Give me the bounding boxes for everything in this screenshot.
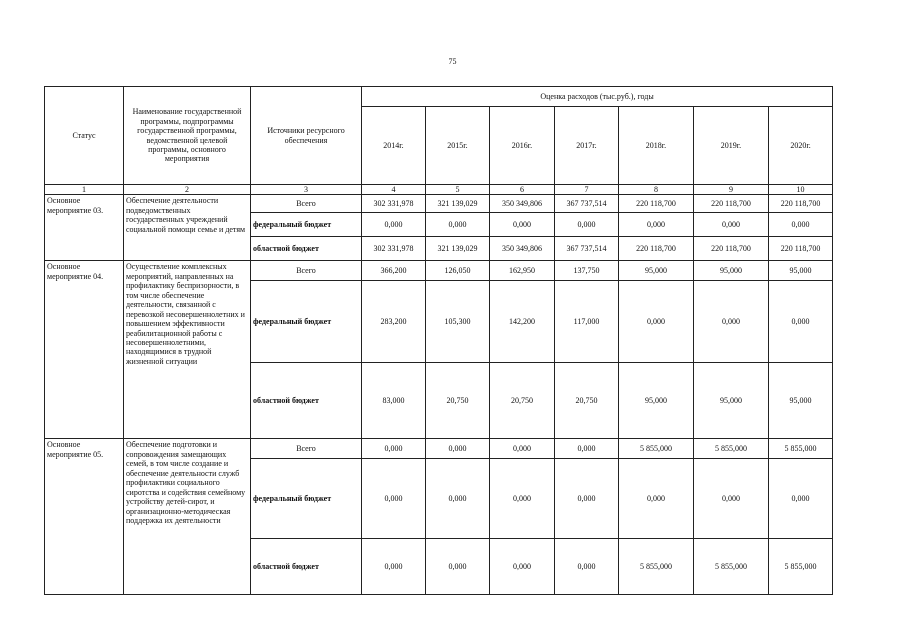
header-source: Источники ресурсного обеспечения bbox=[251, 87, 362, 185]
column-number: 2 bbox=[124, 185, 251, 195]
value-cell: 20,750 bbox=[555, 363, 619, 439]
value-cell: 142,200 bbox=[490, 281, 555, 363]
column-number: 7 bbox=[555, 185, 619, 195]
value-cell: 95,000 bbox=[619, 363, 694, 439]
column-number: 10 bbox=[769, 185, 833, 195]
value-cell: 0,000 bbox=[362, 439, 426, 459]
value-cell: 0,000 bbox=[769, 281, 833, 363]
value-cell: 0,000 bbox=[619, 213, 694, 237]
source-cell: областной бюджет bbox=[251, 237, 362, 261]
value-cell: 302 331,978 bbox=[362, 237, 426, 261]
value-cell: 0,000 bbox=[426, 539, 490, 595]
header-year: 2020г. bbox=[769, 107, 833, 185]
value-cell: 5 855,000 bbox=[694, 539, 769, 595]
column-number: 4 bbox=[362, 185, 426, 195]
value-cell: 0,000 bbox=[619, 281, 694, 363]
header-year: 2014г. bbox=[362, 107, 426, 185]
value-cell: 5 855,000 bbox=[694, 439, 769, 459]
header-estimate: Оценка расходов (тыс.руб.), годы bbox=[362, 87, 833, 107]
value-cell: 321 139,029 bbox=[426, 237, 490, 261]
value-cell: 220 118,700 bbox=[769, 237, 833, 261]
value-cell: 0,000 bbox=[490, 213, 555, 237]
program-name-cell: Обеспечение подготовки и сопровождения замещающих семей, в том числе создание и обеспечение деятельности служб профилактики социального сиротства и содействия семейному устройству детей-сирот, и организационно-методическая поддержка их деятельности bbox=[124, 439, 251, 595]
value-cell: 83,000 bbox=[362, 363, 426, 439]
source-cell: федеральный бюджет bbox=[251, 459, 362, 539]
value-cell: 95,000 bbox=[694, 363, 769, 439]
table-row bbox=[45, 195, 833, 213]
table-row bbox=[45, 261, 833, 281]
budget-table bbox=[44, 86, 833, 595]
header-year: 2017г. bbox=[555, 107, 619, 185]
value-cell: 350 349,806 bbox=[490, 195, 555, 213]
source-cell: Всего bbox=[251, 439, 362, 459]
value-cell: 0,000 bbox=[426, 213, 490, 237]
value-cell: 0,000 bbox=[769, 213, 833, 237]
table-body bbox=[45, 87, 833, 595]
value-cell: 5 855,000 bbox=[769, 439, 833, 459]
value-cell: 366,200 bbox=[362, 261, 426, 281]
value-cell: 283,200 bbox=[362, 281, 426, 363]
value-cell: 220 118,700 bbox=[769, 195, 833, 213]
column-number: 1 bbox=[45, 185, 124, 195]
value-cell: 20,750 bbox=[490, 363, 555, 439]
column-number-row bbox=[45, 185, 833, 195]
value-cell: 367 737,514 bbox=[555, 237, 619, 261]
page-number: 75 bbox=[448, 57, 457, 66]
value-cell: 0,000 bbox=[490, 439, 555, 459]
value-cell: 220 118,700 bbox=[619, 195, 694, 213]
value-cell: 220 118,700 bbox=[694, 237, 769, 261]
status-cell: Основное мероприятие 04. bbox=[45, 261, 124, 439]
source-cell: Всего bbox=[251, 195, 362, 213]
value-cell: 5 855,000 bbox=[619, 539, 694, 595]
value-cell: 321 139,029 bbox=[426, 195, 490, 213]
header-status: Статус bbox=[45, 87, 124, 185]
value-cell: 0,000 bbox=[490, 539, 555, 595]
value-cell: 350 349,806 bbox=[490, 237, 555, 261]
program-name-cell: Осуществление комплексных мероприятий, направленных на профилактику беспризорности, в том числе обеспечение деятельности, связанной с перевозкой несовершеннолетних и повышением эффективности реабилитационной работы с несовершеннолетними, находящимися в трудной жизненной ситуации bbox=[124, 261, 251, 439]
value-cell: 105,300 bbox=[426, 281, 490, 363]
column-number: 3 bbox=[251, 185, 362, 195]
value-cell: 5 855,000 bbox=[769, 539, 833, 595]
source-cell: областной бюджет bbox=[251, 363, 362, 439]
column-number: 6 bbox=[490, 185, 555, 195]
status-cell: Основное мероприятие 05. bbox=[45, 439, 124, 595]
value-cell: 0,000 bbox=[362, 213, 426, 237]
value-cell: 5 855,000 bbox=[619, 439, 694, 459]
value-cell: 220 118,700 bbox=[619, 237, 694, 261]
source-cell: Всего bbox=[251, 261, 362, 281]
value-cell: 0,000 bbox=[694, 459, 769, 539]
value-cell: 0,000 bbox=[490, 459, 555, 539]
value-cell: 0,000 bbox=[619, 459, 694, 539]
value-cell: 220 118,700 bbox=[694, 195, 769, 213]
source-cell: федеральный бюджет bbox=[251, 213, 362, 237]
header-year: 2016г. bbox=[490, 107, 555, 185]
value-cell: 20,750 bbox=[426, 363, 490, 439]
header-year: 2015г. bbox=[426, 107, 490, 185]
column-number: 8 bbox=[619, 185, 694, 195]
value-cell: 95,000 bbox=[694, 261, 769, 281]
value-cell: 117,000 bbox=[555, 281, 619, 363]
value-cell: 302 331,978 bbox=[362, 195, 426, 213]
value-cell: 0,000 bbox=[426, 439, 490, 459]
value-cell: 95,000 bbox=[769, 261, 833, 281]
table-row bbox=[45, 439, 833, 459]
value-cell: 137,750 bbox=[555, 261, 619, 281]
value-cell: 0,000 bbox=[426, 459, 490, 539]
source-cell: областной бюджет bbox=[251, 539, 362, 595]
value-cell: 126,050 bbox=[426, 261, 490, 281]
program-name-cell: Обеспечение деятельности подведомственных государственных учреждений социальной помощи семье и детям bbox=[124, 195, 251, 261]
value-cell: 162,950 bbox=[490, 261, 555, 281]
header-year: 2019г. bbox=[694, 107, 769, 185]
value-cell: 367 737,514 bbox=[555, 195, 619, 213]
source-cell: федеральный бюджет bbox=[251, 281, 362, 363]
value-cell: 0,000 bbox=[362, 459, 426, 539]
header-year: 2018г. bbox=[619, 107, 694, 185]
status-cell: Основное мероприятие 03. bbox=[45, 195, 124, 261]
header-row bbox=[45, 87, 833, 107]
header-name: Наименование государственной программы, подпрограммы государственной программы, ведомственной целевой программы, основного мероприятия bbox=[124, 87, 251, 185]
value-cell: 95,000 bbox=[769, 363, 833, 439]
value-cell: 0,000 bbox=[694, 213, 769, 237]
value-cell: 95,000 bbox=[619, 261, 694, 281]
value-cell: 0,000 bbox=[694, 281, 769, 363]
column-number: 5 bbox=[426, 185, 490, 195]
value-cell: 0,000 bbox=[555, 213, 619, 237]
value-cell: 0,000 bbox=[769, 459, 833, 539]
value-cell: 0,000 bbox=[555, 539, 619, 595]
value-cell: 0,000 bbox=[362, 539, 426, 595]
value-cell: 0,000 bbox=[555, 439, 619, 459]
value-cell: 0,000 bbox=[555, 459, 619, 539]
column-number: 9 bbox=[694, 185, 769, 195]
